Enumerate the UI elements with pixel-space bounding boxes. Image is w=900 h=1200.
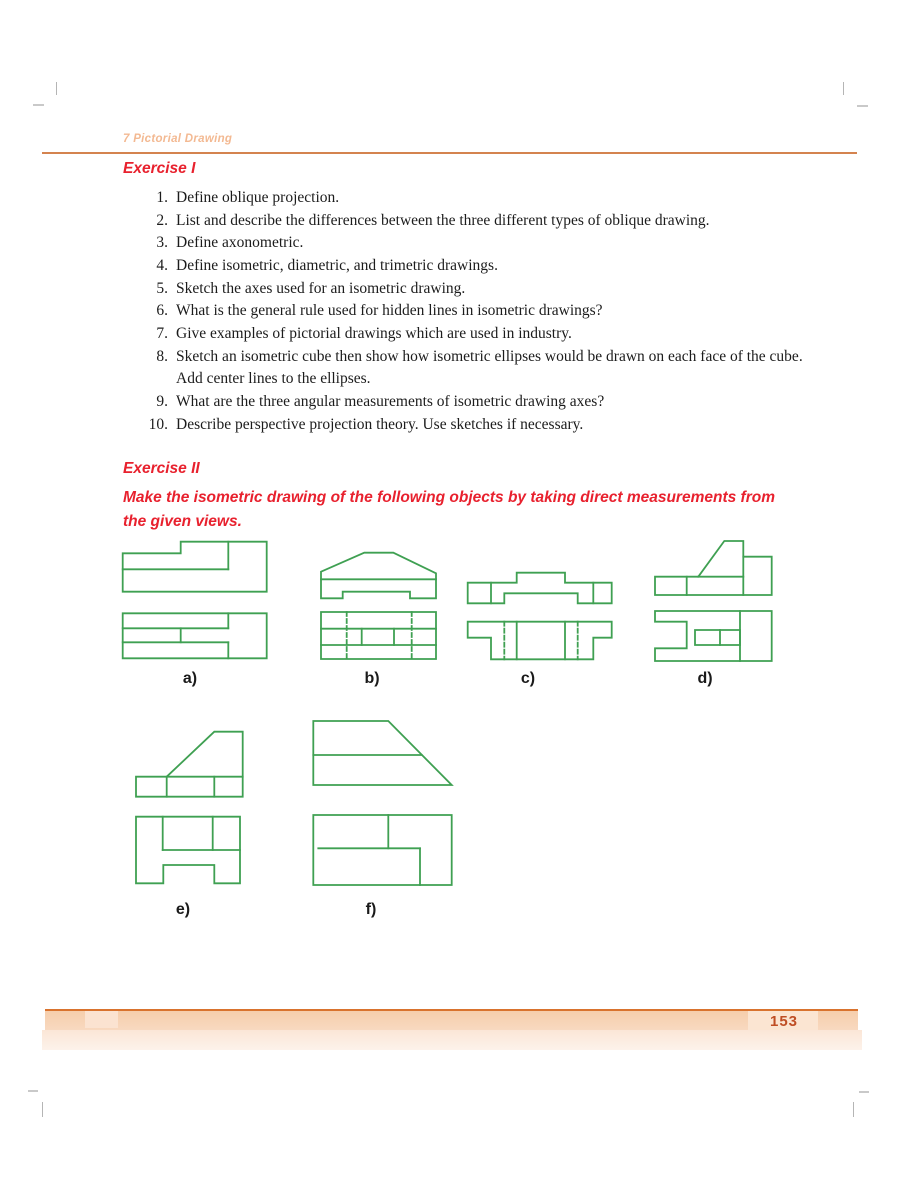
exercise1-list	[143, 187, 806, 436]
question-item	[143, 414, 806, 437]
figure-label-c: c)	[520, 670, 536, 687]
question-number: 9.	[156, 392, 168, 410]
page-number: 153	[770, 1013, 799, 1030]
question-item	[143, 278, 806, 301]
question-item	[143, 391, 806, 414]
figure-c-front-view	[468, 573, 612, 604]
figure-label-d: d)	[697, 670, 713, 687]
question-text: Sketch the axes used for an isometric drawing.	[176, 279, 466, 297]
crop-mark	[843, 82, 844, 95]
question-item	[143, 346, 806, 391]
exercise1-title: Exercise I	[123, 160, 196, 177]
object-line	[321, 553, 436, 599]
figure-label-b: b)	[364, 670, 380, 687]
figure-e-top-view	[136, 817, 240, 884]
exercise2-title: Exercise II	[123, 460, 200, 477]
crop-mark	[56, 82, 57, 95]
object-line	[321, 612, 436, 659]
crop-mark	[33, 104, 44, 106]
figure-a-top-view	[123, 613, 267, 658]
footer-band-highlight	[85, 1011, 118, 1028]
figure-e-front-view	[136, 732, 243, 797]
crop-mark	[859, 1091, 869, 1093]
question-text: Define oblique projection.	[176, 189, 340, 206]
object-line	[468, 622, 612, 660]
object-line	[655, 611, 772, 661]
footer-band	[45, 1011, 858, 1030]
question-number: 2.	[156, 211, 168, 229]
exercise2-instruction	[123, 486, 775, 533]
question-text: What is the general rule used for hidden lines in isometric drawings?	[176, 302, 603, 320]
question-item	[143, 232, 806, 255]
question-number: 1.	[156, 189, 168, 206]
crop-mark	[28, 1090, 38, 1092]
question-number: 4.	[156, 256, 168, 274]
crop-mark	[857, 105, 868, 107]
question-number: 10.	[148, 415, 168, 433]
object-line	[136, 777, 243, 797]
question-number: 5.	[156, 279, 168, 297]
object-line	[167, 732, 243, 777]
question-number: 8.	[156, 347, 168, 365]
question-item	[143, 210, 806, 233]
question-number: 7.	[156, 324, 168, 342]
figure-label-f: f)	[365, 901, 377, 918]
question-number: 3.	[156, 234, 168, 252]
figure-b-top-view	[321, 612, 436, 659]
figure-c-top-view	[468, 622, 612, 660]
figure-label-e: e)	[175, 901, 191, 918]
footer-band-light	[42, 1030, 862, 1050]
crop-mark	[853, 1102, 854, 1117]
running-header-chapter: 7 Pictorial Drawing	[123, 133, 233, 145]
question-item	[143, 323, 806, 346]
question-number: 6.	[156, 302, 168, 320]
crop-mark	[42, 1102, 43, 1117]
question-text: Sketch an isometric cube then show how isometric ellipses would be drawn on each face of the cube. Add center lines to the ellipses.	[176, 347, 803, 388]
figures-svg	[100, 530, 800, 900]
question-item	[143, 187, 806, 210]
question-text: What are the three angular measurements of isometric drawing axes?	[176, 392, 605, 410]
figure-b-front-view	[321, 553, 436, 599]
object-line	[468, 573, 612, 604]
object-line	[655, 541, 772, 595]
figure-d-top-view	[655, 611, 772, 661]
question-text: Define isometric, diametric, and trimetric drawings.	[176, 256, 498, 274]
object-line	[695, 630, 740, 645]
figure-d-front-view	[655, 541, 772, 595]
figure-f-front-view	[313, 721, 451, 785]
header-rule	[42, 152, 857, 154]
object-line	[313, 721, 451, 785]
object-line	[123, 542, 267, 592]
figure-a-front-view	[123, 542, 267, 592]
question-text: List and describe the differences between the three different types of oblique drawing.	[176, 211, 710, 229]
question-text: Define axonometric.	[176, 234, 304, 252]
figure-label-a: a)	[182, 670, 198, 687]
instruction-line: the given views.	[123, 512, 242, 530]
figure-f-top-view	[313, 815, 451, 885]
question-item	[143, 300, 806, 323]
object-line	[123, 613, 267, 658]
object-line	[313, 815, 451, 885]
instruction-line: Make the isometric drawing of the following objects by taking direct measurements from	[123, 489, 775, 506]
question-text: Give examples of pictorial drawings which are used in industry.	[176, 324, 572, 342]
question-text: Describe perspective projection theory. Use sketches if necessary.	[176, 415, 584, 433]
question-item	[143, 255, 806, 278]
